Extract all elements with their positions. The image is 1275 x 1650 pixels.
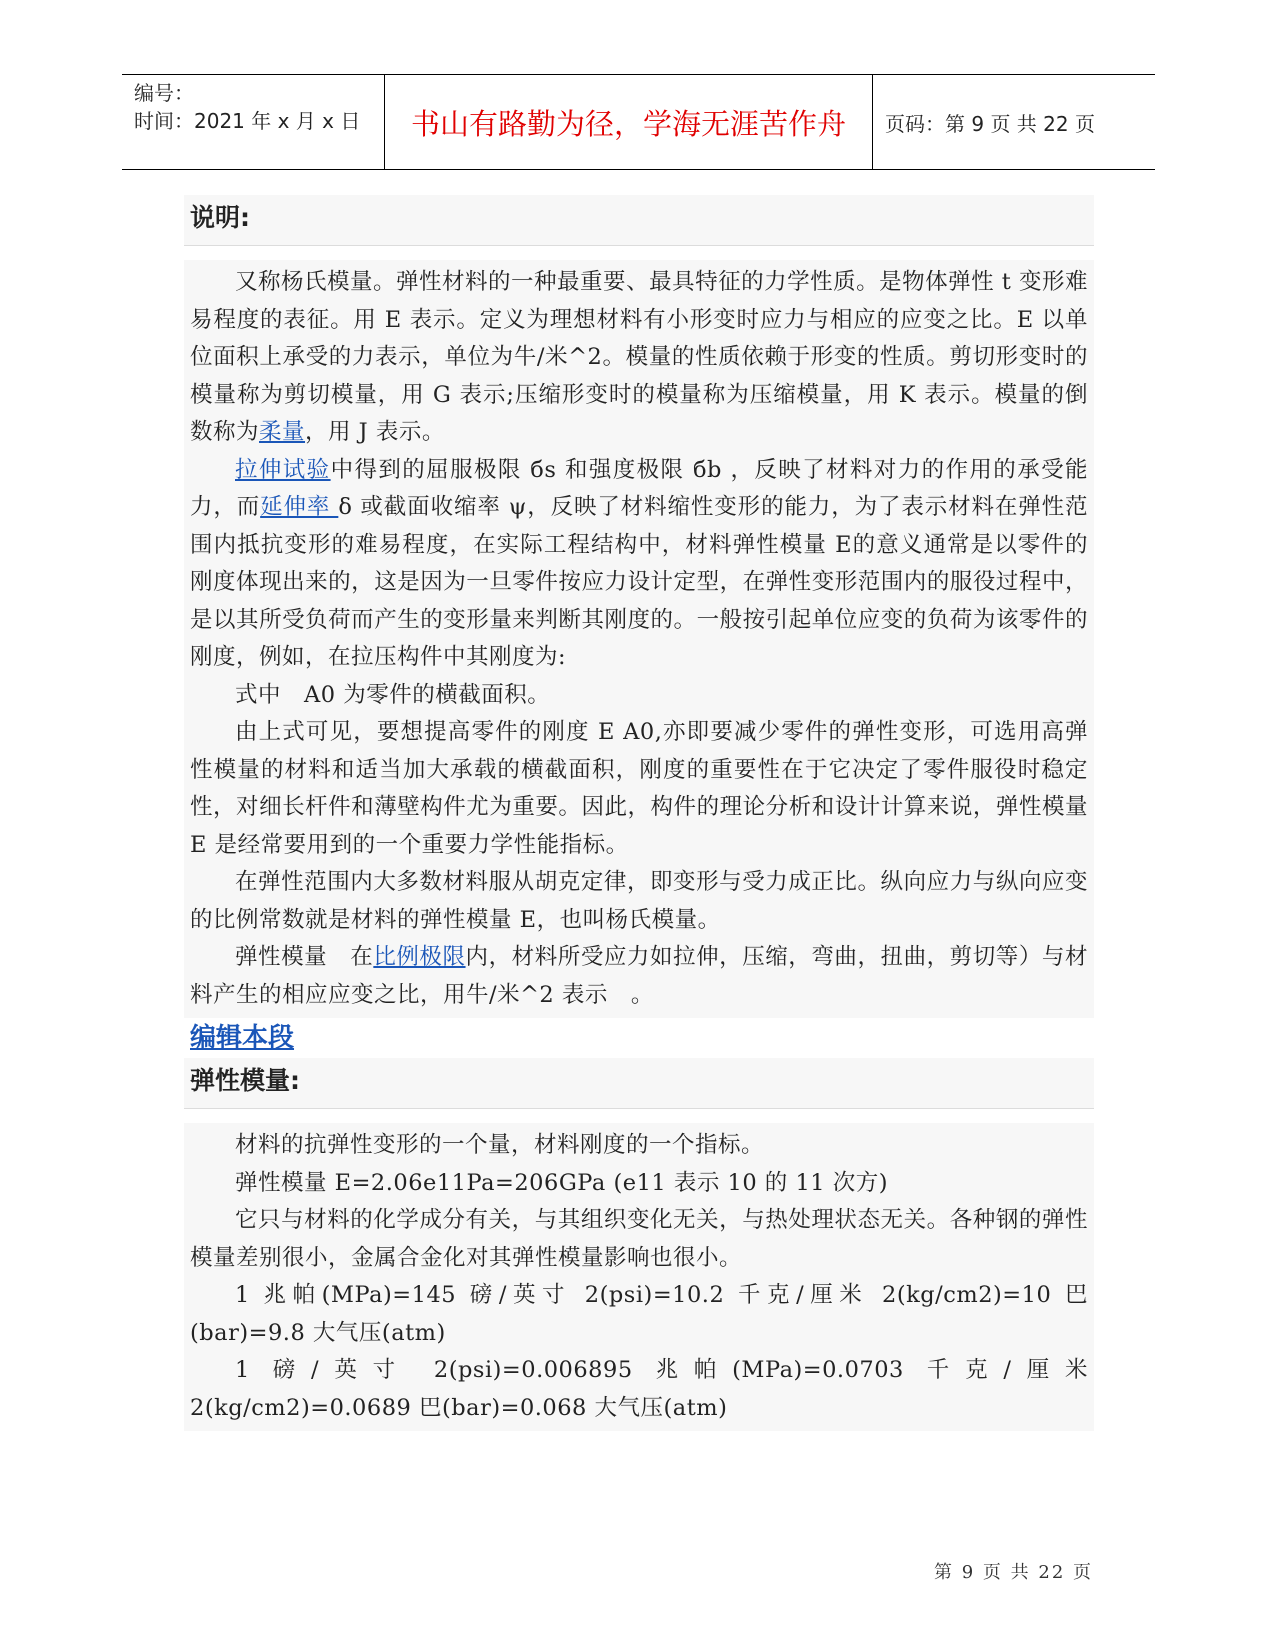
link-compliance[interactable]: 柔量: [259, 419, 306, 445]
header-page-info: 页码：第 9 页 共 22 页: [885, 111, 1095, 136]
section-heading-description: 说明:: [184, 195, 1094, 246]
paragraph: 材料的抗弹性变形的一个量，材料刚度的一个指标。: [235, 1132, 765, 1158]
page-footer: 第 9 页 共 22 页: [934, 1562, 1093, 1583]
link-tensile-test[interactable]: 拉伸试验: [235, 456, 331, 483]
paragraph-text: ，用 J 表示。: [305, 419, 445, 445]
paragraph-text: δ 或截面收缩率 ψ，反映了材料缩性变形的能力，为了表示材料在弹性范围内抵抗变形的难易程度，在实际工程结构中，材料弹性模量 E的意义通常是以零件的刚度体现出来的，这是因为一旦零件按应力设计定型，在弹性变形范围内的服役过程中，是以其所受负荷而产生的变形量来判断其刚度的。一般按引起单位应变的负荷为该零件的刚度，例如，在拉压构件中其刚度为:: [190, 494, 1089, 670]
paragraph-text: 又称杨氏模量。弹性材料的一种最重要、最具特征的力学性质。是物体弹性 t 变形难易程度的表征。用 E 表示。定义为理想材料有小形变时应力与相应的应变之比。E 以单位面积上承受的力表示，单位为牛/米^2。模量的性质依赖于形变的性质。剪切形变时的模量称为剪切模量，用 G 表示;压缩形变时的模量称为压缩模量，用 K 表示。模量的倒数称为: [190, 269, 1088, 445]
paragraph: 弹性模量 E=2.06e11Pa=206GPa (e11 表示 10 的 11 次方): [235, 1169, 889, 1196]
code-label: 编号：: [134, 81, 194, 105]
paragraph: 它只与材料的化学成分有关，与其组织变化无关，与热处理状态无关。各种钢的弹性模量差别很小，金属合金化对其弹性模量影响也很小。: [190, 1207, 1088, 1271]
paragraph: [190, 452, 1088, 677]
paragraph: [190, 939, 1088, 1014]
paragraph-text: 弹性模量 在: [235, 944, 374, 970]
link-elongation[interactable]: 延伸率: [260, 494, 339, 520]
document-content: [184, 195, 1094, 1431]
section-heading-elastic-modulus: 弹性模量:: [184, 1058, 1094, 1109]
header-motto: 书山有路勤为径，学海无涯苦作舟: [385, 75, 873, 169]
paragraph-text: 中得到的屈服极限 бs 和强度极限 бb ，反映了材料对力的作用的承受能力，而: [190, 456, 1088, 520]
time-label: 时间：2021 年 x 月 x 日: [134, 109, 361, 133]
edit-section-link[interactable]: 编辑本段: [190, 1023, 295, 1053]
section-body-description: [184, 260, 1094, 1018]
section-body-elastic-modulus: [184, 1123, 1094, 1431]
paragraph: 由上式可见，要想提高零件的刚度 E A0,亦即要减少零件的弹性变形，可选用高弹性模量的材料和适当加大承载的横截面积，刚度的重要性在于它决定了零件服役时稳定性，对细长杆件和薄壁构件尤为重要。因此，构件的理论分析和设计计算来说，弹性模量 E 是经常要用到的一个重要力学性能指标。: [190, 719, 1088, 858]
link-proportional-limit[interactable]: 比例极限: [373, 944, 466, 970]
page-header: [122, 74, 1155, 170]
paragraph: 在弹性范围内大多数材料服从胡克定律，即变形与受力成正比。纵向应力与纵向应变的比例常数就是材料的弹性模量 E，也叫杨氏模量。: [190, 869, 1088, 933]
paragraph: 式中 A0 为零件的横截面积。: [235, 681, 551, 708]
paragraph-text: 内，材料所受应力如拉伸，压缩，弯曲，扭曲，剪切等）与材料产生的相应应变之比，用牛/米^2 表示 。: [190, 944, 1088, 1008]
paragraph: 1 兆帕(MPa)=145 磅/英寸 2(psi)=10.2 千克/厘米 2(kg/cm2)=10 巴(bar)=9.8 大气压(atm): [190, 1282, 1088, 1346]
paragraph: 1 磅/英寸 2(psi)=0.006895 兆帕(MPa)=0.0703 千克/厘米 2(kg/cm2)=0.0689 巴(bar)=0.068 大气压(atm): [190, 1357, 1088, 1421]
header-meta: [122, 75, 385, 169]
paragraph: [190, 264, 1088, 452]
